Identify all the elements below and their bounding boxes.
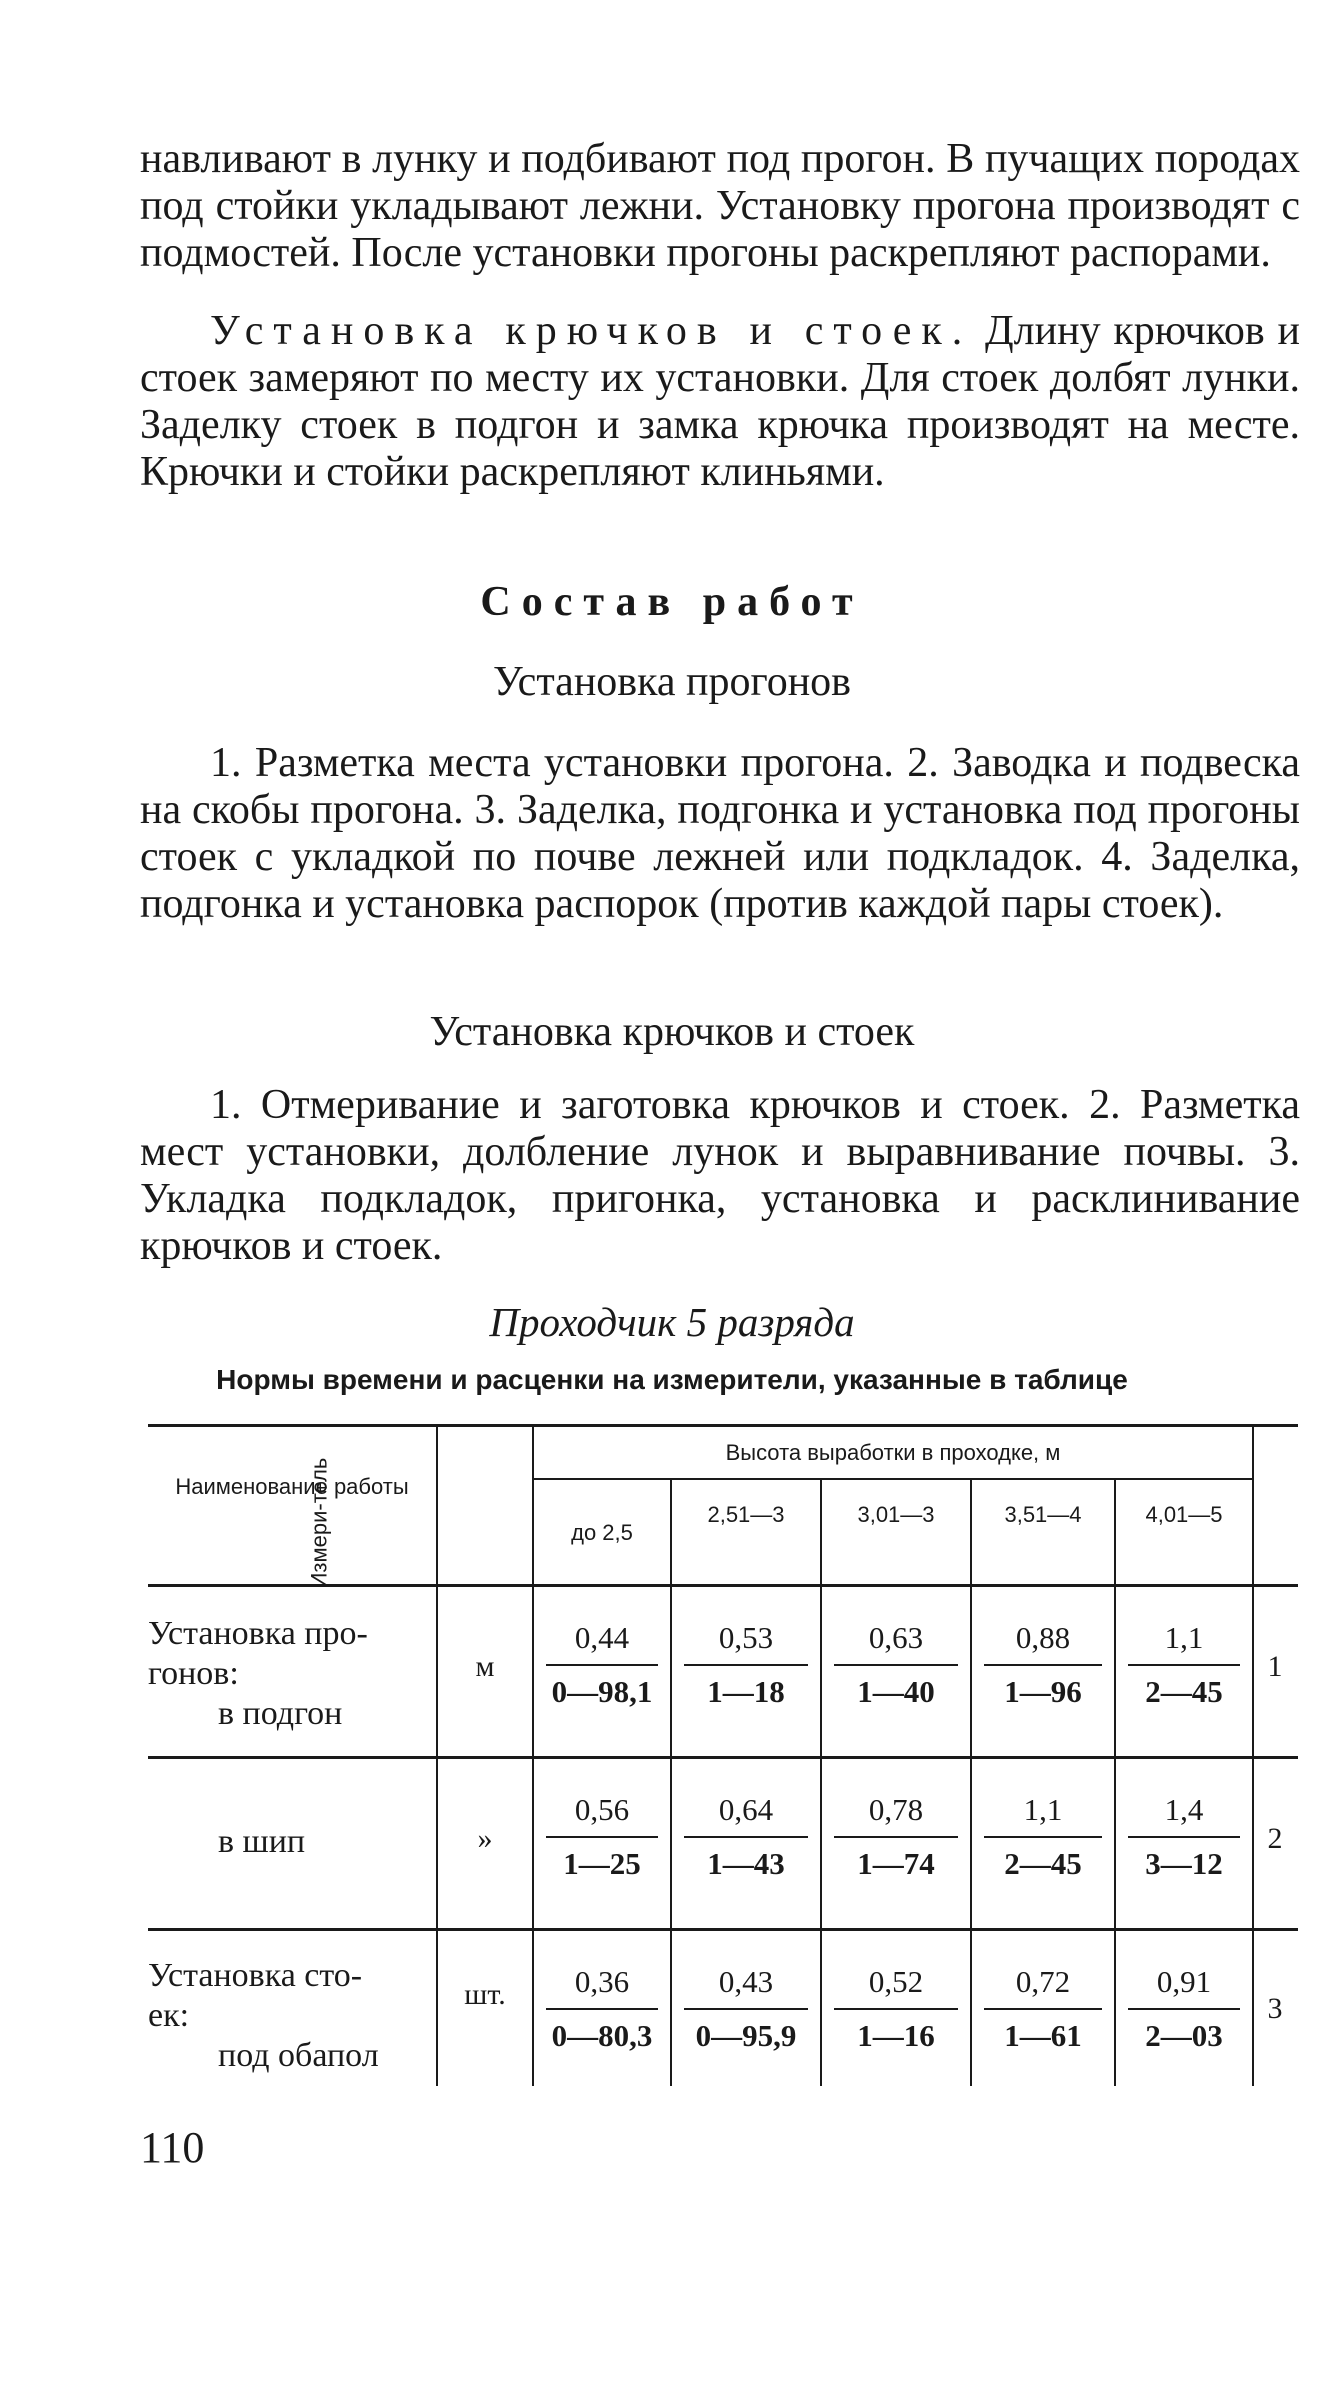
rate-cell bbox=[534, 1788, 670, 1900]
rate-cell bbox=[534, 1616, 670, 1728]
row-name bbox=[148, 1614, 438, 1734]
price: 1—43 bbox=[707, 1846, 785, 1881]
header-work-name: Наименование работы bbox=[175, 1474, 409, 1499]
rate-cell bbox=[1116, 1616, 1252, 1728]
row-number: 1 bbox=[1267, 1650, 1283, 1683]
price: 1—96 bbox=[1004, 1674, 1082, 1709]
fraction-bar bbox=[546, 1836, 658, 1838]
row-name-line: под обапол bbox=[218, 2037, 379, 2074]
fraction-bar bbox=[984, 2008, 1102, 2010]
header-height-group: Высота выработки в проходке, м bbox=[725, 1440, 1061, 1465]
rate-cell bbox=[822, 1788, 970, 1900]
time-norm: 0,56 bbox=[574, 1792, 630, 1827]
time-norm: 1,4 bbox=[1164, 1792, 1204, 1827]
worker-grade: Проходчик 5 разряда bbox=[489, 1299, 855, 1345]
header-unit-cell bbox=[297, 1457, 341, 1589]
fraction-bar bbox=[1128, 2008, 1240, 2010]
header-height: до 2,5 bbox=[571, 1520, 633, 1545]
column-rule bbox=[1252, 1424, 1254, 2086]
work-steps-hooks: 1. Отмеривание и заготовка крючков и стоек. 2. Разметка мест установки, долбление лунок и выравнивание почвы. 3. Укладка подкладок, пригонка, установка и расклинивание крючков и стоек. bbox=[140, 1082, 1300, 1269]
subsection-title-hooks: Установка крючков и стоек bbox=[429, 1009, 915, 1055]
fraction-bar bbox=[984, 1664, 1102, 1666]
section-title: Состав работ bbox=[480, 579, 864, 625]
fraction-bar bbox=[1128, 1836, 1240, 1838]
time-norm: 0,91 bbox=[1156, 1964, 1212, 1999]
subsection-title-purlins: Установка прогонов bbox=[492, 659, 852, 705]
header-group-rule bbox=[534, 1478, 1252, 1480]
row-name-line: Установка про- bbox=[148, 1615, 368, 1652]
rate-cell bbox=[1116, 1960, 1252, 2072]
time-norm: 1,1 bbox=[1023, 1792, 1063, 1827]
price: 1—40 bbox=[857, 1674, 935, 1709]
page-number: 110 bbox=[140, 2123, 205, 2172]
row-name bbox=[148, 1822, 438, 1862]
price: 0—95,9 bbox=[695, 2018, 797, 2053]
header-height: 4,01—5 bbox=[1145, 1502, 1223, 1527]
row-unit: » bbox=[477, 1822, 493, 1855]
fraction-bar bbox=[1128, 1664, 1240, 1666]
rate-cell bbox=[822, 1616, 970, 1728]
rate-cell bbox=[672, 1960, 820, 2072]
fraction-bar bbox=[834, 2008, 958, 2010]
time-norm: 0,52 bbox=[868, 1964, 924, 1999]
row-name-line: Установка сто- bbox=[148, 1957, 363, 1994]
row-name bbox=[148, 1956, 438, 2076]
row-name-line: гонов: bbox=[148, 1655, 239, 1692]
rate-cell bbox=[972, 1960, 1114, 2072]
price: 1—74 bbox=[857, 1846, 935, 1881]
row-unit: шт. bbox=[464, 1978, 506, 2011]
paragraph-body: Длину крючков и стоек замеряют по месту их установки. Для стоек долбят лунки. Заделку стоек в подгон и замка крючка производят на месте. Крючки и стойки раскрепляют клиньями. bbox=[140, 308, 1300, 495]
row-number: 3 bbox=[1267, 1992, 1283, 2025]
price: 3—12 bbox=[1145, 1846, 1223, 1881]
time-norm: 0,72 bbox=[1015, 1964, 1071, 1999]
header-height: 3,51—4 bbox=[1004, 1502, 1082, 1527]
time-norm: 0,63 bbox=[868, 1620, 924, 1655]
fraction-bar bbox=[834, 1836, 958, 1838]
row-name-line: в шип bbox=[218, 1823, 306, 1860]
price: 2—45 bbox=[1145, 1674, 1223, 1709]
time-norm: 0,53 bbox=[718, 1620, 774, 1655]
row-number: 2 bbox=[1267, 1822, 1283, 1855]
time-norm: 0,43 bbox=[718, 1964, 774, 1999]
fraction-bar bbox=[546, 1664, 658, 1666]
time-norm: 0,44 bbox=[574, 1620, 630, 1655]
row-name-line: в подгон bbox=[218, 1695, 343, 1732]
fraction-bar bbox=[684, 1664, 808, 1666]
row-divider bbox=[148, 1756, 1298, 1759]
price: 1—16 bbox=[857, 2018, 935, 2053]
fraction-bar bbox=[684, 1836, 808, 1838]
time-norm: 0,88 bbox=[1015, 1620, 1071, 1655]
price: 1—18 bbox=[707, 1674, 785, 1709]
work-steps-purlins: 1. Разметка места установки прогона. 2. Заводка и подвеска на скобы прогона. 3. Заделка, подгонка и установка под прогоны стоек с укладкой по почве лежней или подкладок. 4. Заделка, подгонка и установка распорок (против каждой пары стоек). bbox=[140, 740, 1300, 927]
rate-cell bbox=[972, 1788, 1114, 1900]
rate-cell bbox=[672, 1788, 820, 1900]
rate-cell bbox=[972, 1616, 1114, 1728]
fraction-bar bbox=[546, 2008, 658, 2010]
table-top-rule bbox=[148, 1424, 1298, 1427]
header-height: 2,51—3 bbox=[707, 1502, 785, 1527]
time-norm: 1,1 bbox=[1164, 1620, 1204, 1655]
row-unit: м bbox=[475, 1650, 495, 1683]
paragraph-hooks-and-posts bbox=[140, 308, 1300, 496]
rate-cell bbox=[1116, 1788, 1252, 1900]
price: 0—98,1 bbox=[551, 1674, 653, 1709]
header-unit: Измери-тель bbox=[306, 1457, 331, 1589]
paragraph-continuation: навливают в лунку и подбивают под прогон. В пучащих породах под стойки укладывают лежни. Установку прогона производят с подмостей. После установки прогоны раскрепляют распорами. bbox=[140, 136, 1300, 276]
time-norm: 0,64 bbox=[718, 1792, 774, 1827]
price: 2—03 bbox=[1145, 2018, 1223, 2053]
price: 1—25 bbox=[563, 1846, 641, 1881]
rate-cell bbox=[672, 1616, 820, 1728]
price: 2—45 bbox=[1004, 1846, 1082, 1881]
fraction-bar bbox=[984, 1836, 1102, 1838]
row-divider bbox=[148, 1928, 1298, 1931]
header-height: 3,01—3 bbox=[857, 1502, 935, 1527]
time-norm: 0,78 bbox=[868, 1792, 924, 1827]
table-caption: Нормы времени и расценки на измерители, указанные в таблице bbox=[216, 1364, 1128, 1395]
fraction-bar bbox=[834, 1664, 958, 1666]
price: 1—61 bbox=[1004, 2018, 1082, 2053]
paragraph-lead-phrase: Установка крючков и стоек. bbox=[210, 308, 973, 354]
fraction-bar bbox=[684, 2008, 808, 2010]
rate-cell bbox=[822, 1960, 970, 2072]
rate-cell bbox=[534, 1960, 670, 2072]
price: 0—80,3 bbox=[551, 2018, 653, 2053]
time-norm: 0,36 bbox=[574, 1964, 630, 1999]
row-name-line: ек: bbox=[148, 1997, 190, 2034]
